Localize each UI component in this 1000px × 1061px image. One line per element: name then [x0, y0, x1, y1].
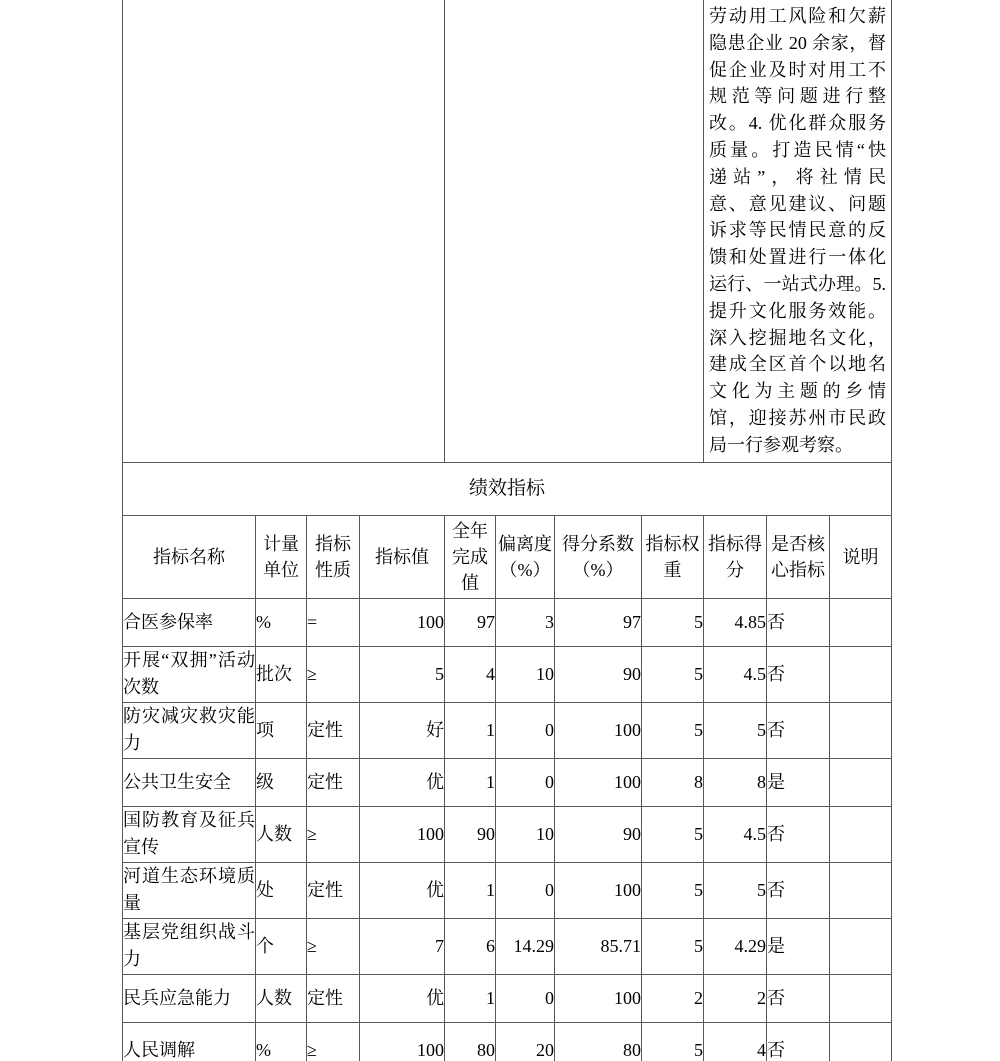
cell-score: 4	[704, 1022, 767, 1061]
cell-name: 合医参保率	[123, 598, 256, 646]
narrative-line: 馈和处置进行一体化	[709, 247, 887, 268]
cell-completed: 80	[445, 1022, 496, 1061]
table-row	[123, 1022, 892, 1061]
cell-unit: %	[256, 598, 307, 646]
cell-core: 否	[767, 862, 830, 918]
section-title-row	[123, 462, 892, 515]
cell-nature: ≥	[307, 806, 360, 862]
narrative-line: 运行、一站式办理。5.	[709, 273, 887, 294]
cell-nature: 定性	[307, 758, 360, 806]
narrative-line: 劳动用工风险和欠薪	[709, 6, 887, 26]
cell-weight: 5	[642, 702, 704, 758]
narrative-line: 隐患企业 20 余家，督	[709, 32, 887, 53]
cell-note	[830, 1022, 892, 1061]
cell-unit: %	[256, 1022, 307, 1061]
cell-target: 7	[360, 918, 445, 974]
cell-completed: 1	[445, 702, 496, 758]
cell-nature: 定性	[307, 862, 360, 918]
table-row	[123, 646, 892, 702]
cell-target: 100	[360, 1022, 445, 1061]
cell-score_coef: 80	[555, 1022, 642, 1061]
cell-weight: 5	[642, 862, 704, 918]
cell-completed: 4	[445, 646, 496, 702]
cell-weight: 8	[642, 758, 704, 806]
column-header: 指标性质	[307, 515, 360, 598]
narrative-line: 提升文化服务效能。	[709, 300, 887, 321]
cell-score: 4.5	[704, 806, 767, 862]
cell-core: 否	[767, 702, 830, 758]
performance-report-table	[122, 0, 892, 1061]
cell-deviation: 0	[496, 702, 555, 758]
table-row	[123, 974, 892, 1022]
cell-note	[830, 974, 892, 1022]
empty-cell-middle	[445, 0, 704, 462]
cell-unit: 批次	[256, 646, 307, 702]
cell-unit: 级	[256, 758, 307, 806]
table-row	[123, 862, 892, 918]
cell-core: 是	[767, 758, 830, 806]
cell-name: 国防教育及征兵宣传	[123, 806, 256, 862]
narrative-line: 馆，迎接苏州市民政	[709, 407, 887, 428]
cell-completed: 97	[445, 598, 496, 646]
table-row	[123, 918, 892, 974]
narrative-text	[709, 3, 886, 459]
cell-name: 防灾减灾救灾能力	[123, 702, 256, 758]
cell-score: 4.29	[704, 918, 767, 974]
cell-name: 开展“双拥”活动次数	[123, 646, 256, 702]
cell-score_coef: 97	[555, 598, 642, 646]
cell-note	[830, 918, 892, 974]
cell-core: 否	[767, 806, 830, 862]
cell-note	[830, 646, 892, 702]
cell-core: 否	[767, 974, 830, 1022]
cell-unit: 处	[256, 862, 307, 918]
cell-core: 否	[767, 1022, 830, 1061]
column-header: 说明	[830, 515, 892, 598]
cell-target: 优	[360, 862, 445, 918]
cell-name: 河道生态环境质量	[123, 862, 256, 918]
cell-deviation: 0	[496, 974, 555, 1022]
column-header: 偏离度（%）	[496, 515, 555, 598]
narrative-line: 诉求等民情民意的反	[709, 220, 887, 241]
cell-weight: 5	[642, 918, 704, 974]
narrative-line: 建成全区首个以地名	[709, 354, 887, 375]
cell-target: 优	[360, 758, 445, 806]
narrative-line: 规范等问题进行整	[709, 86, 887, 107]
cell-deviation: 20	[496, 1022, 555, 1061]
cell-nature: 定性	[307, 974, 360, 1022]
narrative-line: 递站”，将社情民	[709, 166, 887, 187]
cell-score_coef: 100	[555, 862, 642, 918]
cell-name: 公共卫生安全	[123, 758, 256, 806]
column-header: 是否核心指标	[767, 515, 830, 598]
narrative-line: 局一行参观考察。	[709, 434, 853, 455]
empty-cell-left	[123, 0, 445, 462]
cell-score: 8	[704, 758, 767, 806]
cell-completed: 6	[445, 918, 496, 974]
cell-score: 5	[704, 862, 767, 918]
cell-unit: 项	[256, 702, 307, 758]
cell-score_coef: 100	[555, 702, 642, 758]
cell-note	[830, 806, 892, 862]
section-title: 绩效指标	[123, 462, 892, 515]
cell-target: 好	[360, 702, 445, 758]
column-header: 指标得分	[704, 515, 767, 598]
cell-target: 5	[360, 646, 445, 702]
cell-deviation: 0	[496, 862, 555, 918]
cell-deviation: 3	[496, 598, 555, 646]
cell-name: 人民调解	[123, 1022, 256, 1061]
cell-score: 5	[704, 702, 767, 758]
cell-deviation: 0	[496, 758, 555, 806]
cell-nature: ≥	[307, 1022, 360, 1061]
table-row	[123, 806, 892, 862]
narrative-line: 意、意见建议、问题	[709, 193, 887, 214]
cell-score_coef: 100	[555, 974, 642, 1022]
cell-nature: ≥	[307, 918, 360, 974]
table-row	[123, 598, 892, 646]
cell-score: 4.5	[704, 646, 767, 702]
column-header: 指标值	[360, 515, 445, 598]
cell-weight: 5	[642, 646, 704, 702]
cell-unit: 人数	[256, 806, 307, 862]
cell-weight: 5	[642, 806, 704, 862]
cell-nature: ≥	[307, 646, 360, 702]
cell-note	[830, 862, 892, 918]
cell-score_coef: 85.71	[555, 918, 642, 974]
narrative-line: 改。4. 优化群众服务	[709, 113, 887, 134]
column-header: 计量单位	[256, 515, 307, 598]
narrative-text-cell	[704, 0, 892, 462]
narrative-row	[123, 0, 892, 462]
narrative-line: 质量。打造民情“快	[709, 139, 887, 160]
cell-completed: 1	[445, 862, 496, 918]
cell-deviation: 14.29	[496, 918, 555, 974]
cell-deviation: 10	[496, 646, 555, 702]
table-header-row	[123, 515, 892, 598]
cell-weight: 5	[642, 1022, 704, 1061]
cell-score: 2	[704, 974, 767, 1022]
cell-score: 4.85	[704, 598, 767, 646]
cell-core: 是	[767, 918, 830, 974]
cell-target: 100	[360, 806, 445, 862]
cell-score_coef: 90	[555, 806, 642, 862]
column-header: 指标权重	[642, 515, 704, 598]
narrative-line: 深入挖掘地名文化，	[709, 327, 887, 348]
narrative-line: 促企业及时对用工不	[709, 59, 887, 80]
narrative-line: 文化为主题的乡情	[709, 381, 887, 402]
cell-name: 基层党组织战斗力	[123, 918, 256, 974]
cell-deviation: 10	[496, 806, 555, 862]
cell-weight: 2	[642, 974, 704, 1022]
cell-weight: 5	[642, 598, 704, 646]
cell-score_coef: 100	[555, 758, 642, 806]
cell-core: 否	[767, 646, 830, 702]
cell-name: 民兵应急能力	[123, 974, 256, 1022]
cell-completed: 1	[445, 974, 496, 1022]
cell-target: 优	[360, 974, 445, 1022]
cell-core: 否	[767, 598, 830, 646]
cell-note	[830, 702, 892, 758]
table-row	[123, 702, 892, 758]
table-row	[123, 758, 892, 806]
cell-nature: =	[307, 598, 360, 646]
cell-score_coef: 90	[555, 646, 642, 702]
cell-note	[830, 598, 892, 646]
cell-unit: 个	[256, 918, 307, 974]
cell-note	[830, 758, 892, 806]
column-header: 指标名称	[123, 515, 256, 598]
column-header: 得分系数（%）	[555, 515, 642, 598]
cell-nature: 定性	[307, 702, 360, 758]
cell-completed: 1	[445, 758, 496, 806]
column-header: 全年完成值	[445, 515, 496, 598]
cell-target: 100	[360, 598, 445, 646]
cell-unit: 人数	[256, 974, 307, 1022]
cell-completed: 90	[445, 806, 496, 862]
